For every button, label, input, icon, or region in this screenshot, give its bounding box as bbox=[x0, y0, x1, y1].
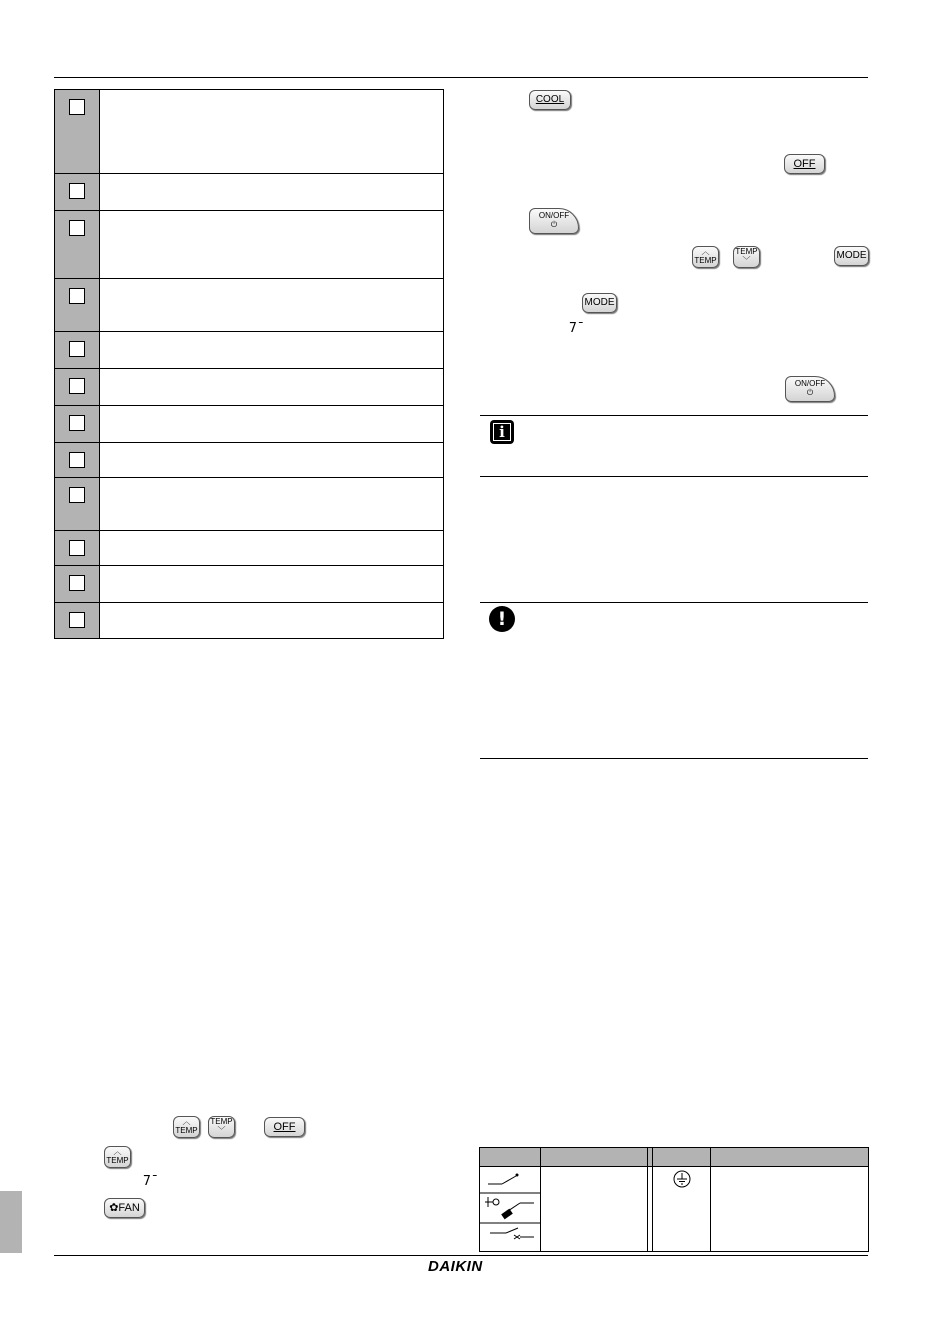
checkbox[interactable] bbox=[69, 487, 85, 503]
checkbox[interactable] bbox=[69, 183, 85, 199]
table-row bbox=[55, 174, 444, 211]
temp-down-button[interactable]: TEMP ﹀ bbox=[733, 246, 760, 268]
checklist-table bbox=[54, 89, 444, 639]
chevron-down-icon: ﹀ bbox=[742, 256, 751, 265]
table-row bbox=[55, 332, 444, 369]
chevron-up-icon: ︿ bbox=[701, 247, 710, 256]
footer-rule bbox=[54, 1255, 868, 1256]
chevron-down-icon: ﹀ bbox=[217, 1126, 226, 1135]
side-tab bbox=[0, 1191, 22, 1253]
display-segment: 7̄ bbox=[143, 1174, 151, 1189]
off-button[interactable]: OFF bbox=[264, 1117, 305, 1137]
checkbox[interactable] bbox=[69, 99, 85, 115]
fan-icon: ✿ bbox=[109, 1202, 119, 1214]
table-row bbox=[55, 603, 444, 639]
temp-up-button[interactable]: ︿ TEMP bbox=[173, 1116, 200, 1138]
mode-button[interactable]: MODE bbox=[834, 246, 869, 266]
table-row bbox=[55, 478, 444, 531]
off-button[interactable]: OFF bbox=[784, 154, 825, 174]
notice-box bbox=[480, 602, 868, 759]
temp-up-button[interactable]: ︿ TEMP bbox=[692, 246, 719, 268]
checkbox[interactable] bbox=[69, 378, 85, 394]
fan-button[interactable]: ✿FAN bbox=[104, 1198, 145, 1218]
table-row bbox=[55, 443, 444, 478]
checkbox[interactable] bbox=[69, 612, 85, 628]
earth-ground-icon bbox=[672, 1169, 692, 1191]
table-row bbox=[480, 1167, 869, 1252]
cool-button[interactable]: COOL bbox=[529, 90, 571, 110]
table-row bbox=[55, 90, 444, 174]
checkbox[interactable] bbox=[69, 288, 85, 304]
symbol-table bbox=[479, 1147, 869, 1252]
daikin-logo: DAIKIN bbox=[428, 1258, 483, 1275]
checkbox[interactable] bbox=[69, 341, 85, 357]
display-segment: 7̄ bbox=[569, 321, 577, 336]
header-rule bbox=[54, 77, 868, 78]
power-icon: ⏻ bbox=[550, 220, 558, 229]
power-icon: ⏻ bbox=[806, 388, 814, 397]
switch-symbols-icon bbox=[480, 1167, 540, 1246]
table-row bbox=[55, 279, 444, 332]
temp-down-button[interactable]: TEMP ﹀ bbox=[208, 1116, 235, 1138]
table-row bbox=[55, 369, 444, 406]
checkbox[interactable] bbox=[69, 452, 85, 468]
checkbox[interactable] bbox=[69, 220, 85, 236]
information-box bbox=[480, 415, 868, 477]
mode-button[interactable]: MODE bbox=[582, 293, 617, 313]
table-row bbox=[55, 566, 444, 603]
checkbox[interactable] bbox=[69, 540, 85, 556]
checkbox[interactable] bbox=[69, 415, 85, 431]
table-row bbox=[55, 406, 444, 443]
chevron-up-icon: ︿ bbox=[113, 1147, 122, 1156]
chevron-up-icon: ︿ bbox=[182, 1117, 191, 1126]
information-icon: i bbox=[490, 420, 514, 444]
temp-up-button[interactable]: ︿ TEMP bbox=[104, 1146, 131, 1168]
on-off-button[interactable]: ON/OFF ⏻ bbox=[529, 208, 579, 234]
table-header-row bbox=[480, 1148, 869, 1167]
checkbox[interactable] bbox=[69, 575, 85, 591]
table-row bbox=[55, 211, 444, 279]
warning-icon: ! bbox=[489, 606, 515, 632]
table-row bbox=[55, 531, 444, 566]
on-off-button[interactable]: ON/OFF ⏻ bbox=[785, 376, 835, 402]
